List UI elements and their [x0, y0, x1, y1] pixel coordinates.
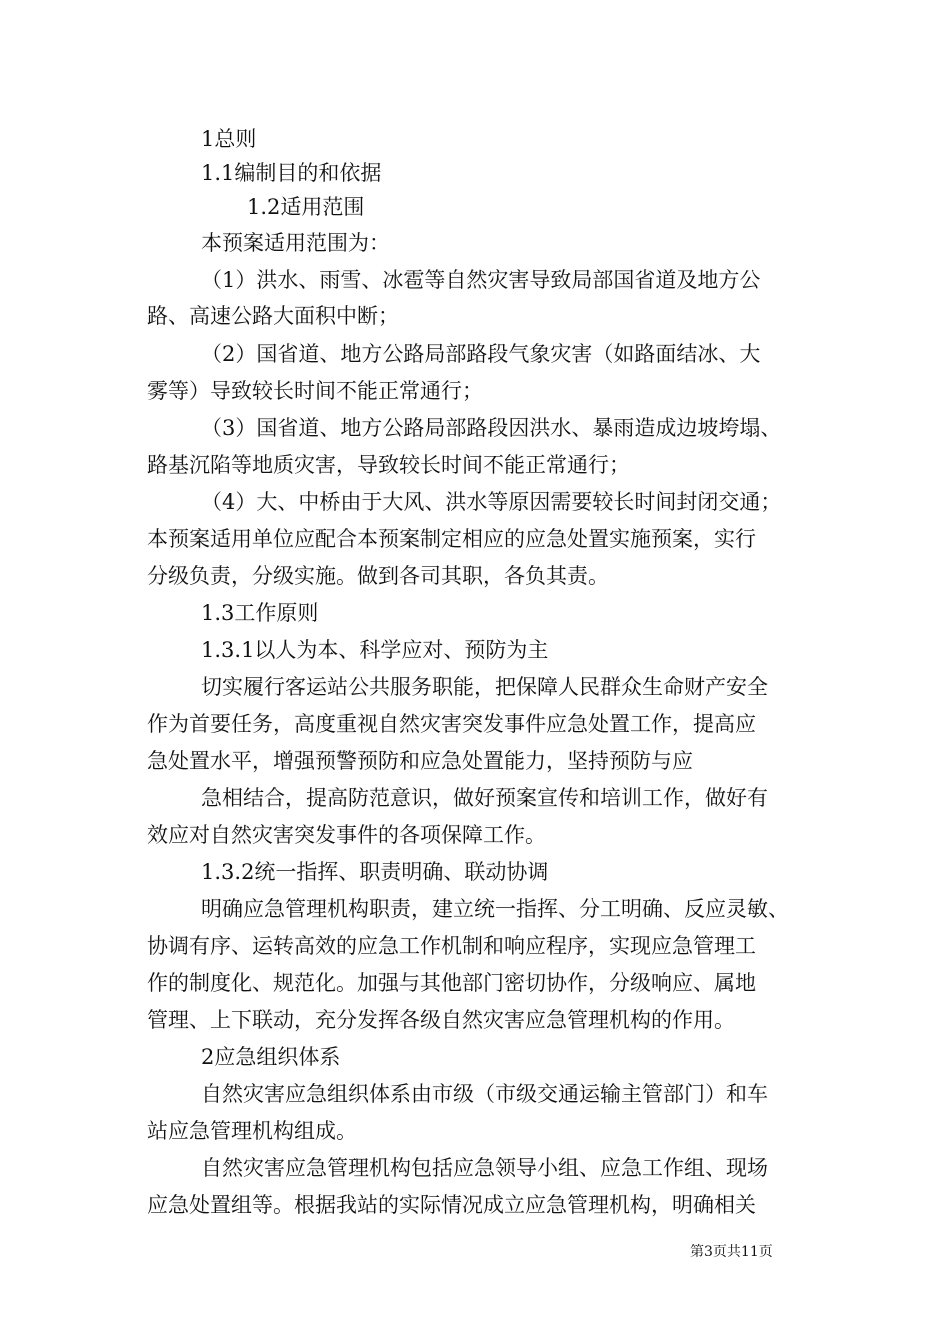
text-line: 明确应急管理机构职责，建立统一指挥、分工明确、反应灵敏、	[201, 897, 789, 921]
page-number-footer: 第3页共11页	[690, 1244, 773, 1260]
text-line: 路、高速公路大面积中断；	[147, 304, 399, 328]
heading-principle-1: 1.3.1以人为本、科学应对、预防为主	[201, 638, 549, 662]
heading-organization: 2应急组织体系	[201, 1045, 341, 1069]
heading-general: 1总则	[201, 127, 257, 151]
text-line: 作为首要任务，高度重视自然灾害突发事件应急处置工作，提高应	[147, 712, 756, 736]
heading-principles: 1.3工作原则	[201, 601, 319, 625]
text-line: 自然灾害应急管理机构包括应急领导小组、应急工作组、现场	[201, 1156, 768, 1180]
heading-purpose: 1.1编制目的和依据	[201, 161, 382, 185]
text-line: 分级负责，分级实施。做到各司其职，各负其责。	[147, 564, 609, 588]
text-line: 切实履行客运站公共服务职能，把保障人民群众生命财产安全	[201, 675, 768, 699]
text-line: 急相结合，提高防范意识，做好预案宣传和培训工作，做好有	[201, 786, 768, 810]
text-line: 路基沉陷等地质灾害，导致较长时间不能正常通行；	[147, 453, 630, 477]
text-line: （2）国省道、地方公路局部路段气象灾害（如路面结冰、大	[201, 342, 761, 366]
heading-scope: 1.2适用范围	[247, 195, 365, 219]
text-line: （3）国省道、地方公路局部路段因洪水、暴雨造成边坡垮塌、	[201, 416, 782, 440]
heading-principle-2: 1.3.2统一指挥、职责明确、联动协调	[201, 860, 549, 884]
text-line: 管理、上下联动，充分发挥各级自然灾害应急管理机构的作用。	[147, 1008, 735, 1032]
text-line: 本预案适用范围为：	[201, 231, 390, 255]
text-line: 效应对自然灾害突发事件的各项保障工作。	[147, 823, 546, 847]
text-line: 急处置水平，增强预警预防和应急处置能力，坚持预防与应	[147, 749, 693, 773]
text-line: （4）大、中桥由于大风、洪水等原因需要较长时间封闭交通；	[201, 490, 782, 514]
text-line: 雾等）导致较长时间不能正常通行；	[147, 379, 483, 403]
text-line: 作的制度化、规范化。加强与其他部门密切协作，分级响应、属地	[147, 971, 756, 995]
text-line: 自然灾害应急组织体系由市级（市级交通运输主管部门）和车	[201, 1082, 768, 1106]
text-line: 协调有序、运转高效的应急工作机制和响应程序，实现应急管理工	[147, 934, 756, 958]
text-line: （1）洪水、雨雪、冰雹等自然灾害导致局部国省道及地方公	[201, 268, 761, 292]
text-line: 本预案适用单位应配合本预案制定相应的应急处置实施预案，实行	[147, 527, 756, 551]
text-line: 站应急管理机构组成。	[147, 1119, 357, 1143]
text-line: 应急处置组等。根据我站的实际情况成立应急管理机构，明确相关	[147, 1193, 756, 1217]
